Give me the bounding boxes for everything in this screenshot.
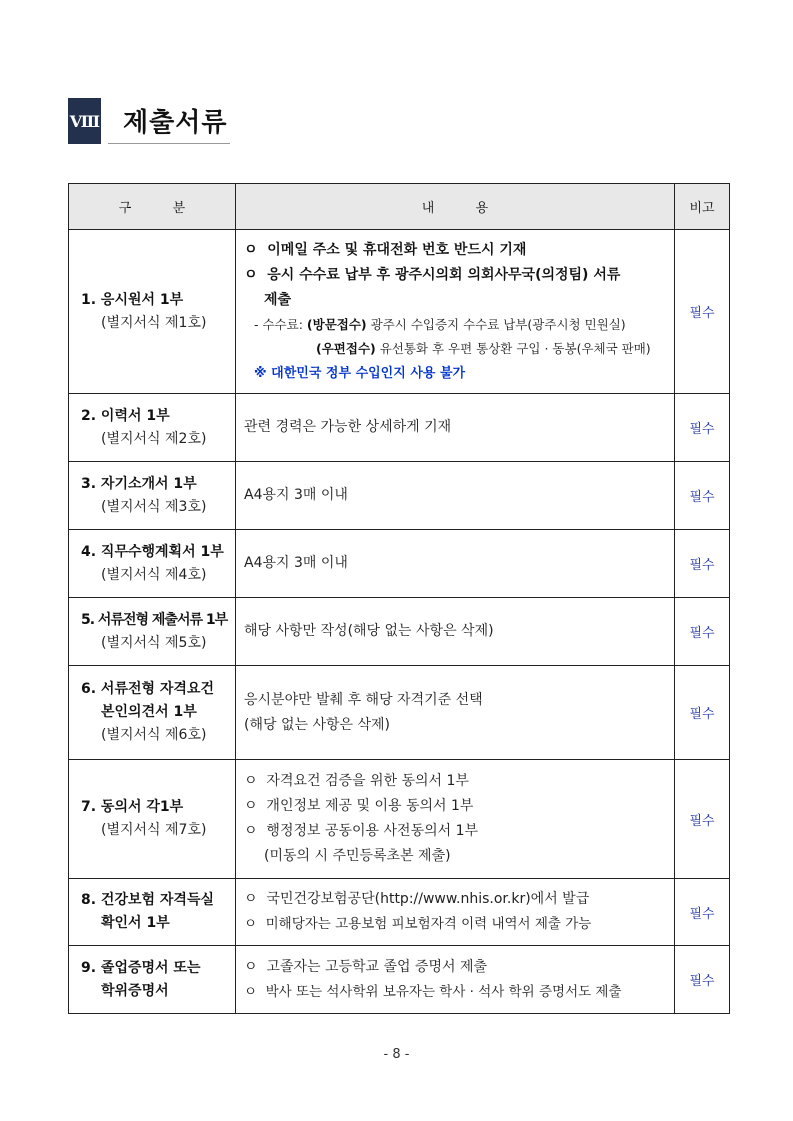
form-reference: (별지서식 제3호) <box>101 498 207 515</box>
row-category <box>69 666 236 760</box>
row-category <box>69 530 236 598</box>
row-content <box>236 946 675 1014</box>
header-content: 내 용 <box>236 184 675 230</box>
table-row <box>69 760 730 879</box>
content-line: ㅇ 고졸자는 고등학교 졸업 증명서 제출 <box>244 958 488 975</box>
document-name-continued: 확인서 1부 <box>101 915 170 931</box>
form-reference: (별지서식 제5호) <box>101 634 207 651</box>
table-row <box>69 879 730 946</box>
content-line: ㅇ 행정정보 공동이용 사전동의서 1부 <box>244 823 479 839</box>
row-note: 필수 <box>675 394 730 462</box>
title-underline <box>108 143 230 144</box>
section-title: 제출서류 <box>123 108 228 138</box>
table-header-row <box>69 184 730 230</box>
content-line: ㅇ 자격요건 검증을 위한 동의서 1부 <box>244 773 469 789</box>
form-reference: (별지서식 제1호) <box>101 314 207 331</box>
row-category <box>69 394 236 462</box>
row-category <box>69 760 236 879</box>
row-content <box>236 760 675 879</box>
row-category <box>69 879 236 946</box>
form-reference: (별지서식 제6호) <box>101 727 207 743</box>
document-name: 8. 건강보험 자격득실 <box>81 892 214 908</box>
content-line: ㅇ 국민건강보험공단(http://www.nhis.or.kr)에서 발급 <box>244 891 590 907</box>
content-line: 응시분야만 발췌 후 해당 자격기준 선택 <box>244 691 483 708</box>
page-number: - 8 - <box>383 1047 410 1062</box>
table-row <box>69 394 730 462</box>
row-content <box>236 230 675 394</box>
row-note: 필수 <box>675 879 730 946</box>
header-note: 비고 <box>675 184 730 230</box>
document-name-continued: 학위증명서 <box>101 982 169 999</box>
document-name: 2. 이력서 1부 <box>81 407 170 424</box>
document-name: 4. 직무수행계획서 1부 <box>81 543 224 560</box>
fee-visit-line <box>244 313 668 337</box>
document-name: 7. 동의서 각1부 <box>81 799 184 815</box>
row-content <box>236 598 675 666</box>
row-category <box>69 598 236 666</box>
table-row <box>69 598 730 666</box>
content-line: 해당 사항만 작성(해당 없는 사항은 삭제) <box>244 623 494 639</box>
content-line: ㅇ 개인정보 제공 및 이용 동의서 1부 <box>244 798 474 814</box>
content-line: 제출 <box>264 291 292 308</box>
form-reference: (별지서식 제7호) <box>101 822 207 838</box>
row-content <box>236 530 675 598</box>
row-content <box>236 666 675 760</box>
fee-label: - 수수료: <box>254 316 303 332</box>
form-reference: (별지서식 제2호) <box>101 430 207 447</box>
document-name: 3. 자기소개서 1부 <box>81 475 197 492</box>
row-note: 필수 <box>675 530 730 598</box>
row-note: 필수 <box>675 598 730 666</box>
document-name: 6. 서류전형 자격요건 <box>81 681 214 697</box>
content-line: 관련 경력은 가능한 상세하게 기재 <box>244 419 452 435</box>
row-note: 필수 <box>675 946 730 1014</box>
fee-visit-text: 광주시 수입증지 수수료 납부(광주시청 민원실) <box>366 316 626 332</box>
content-line: ㅇ 이메일 주소 및 휴대전화 번호 반드시 기재 <box>244 241 527 258</box>
document-name: 5. 서류전형 제출서류 1부 <box>81 611 228 628</box>
content-line: ㅇ 미해당자는 고용보험 피보험자격 이력 내역서 제출 가능 <box>244 916 592 932</box>
row-category <box>69 946 236 1014</box>
fee-visit-label: (방문접수) <box>306 316 367 332</box>
row-category <box>69 462 236 530</box>
fee-mail-label: (우편접수) <box>316 340 376 356</box>
form-reference: (별지서식 제4호) <box>101 566 207 583</box>
table-row <box>69 462 730 530</box>
row-category <box>69 230 236 394</box>
fee-mail-line <box>244 337 668 361</box>
fee-mail-text: 유선통화 후 우편 통상환 구입 · 동봉(우체국 판매) <box>375 340 651 356</box>
row-note: 필수 <box>675 462 730 530</box>
document-name: 9. 졸업증명서 또는 <box>81 959 201 976</box>
content-line: A4용지 3매 이내 <box>244 487 348 503</box>
row-note: 필수 <box>675 760 730 879</box>
table-row <box>69 530 730 598</box>
row-content <box>236 879 675 946</box>
content-line: ㅇ 응시 수수료 납부 후 광주시의회 의회사무국(의정팀) 서류 <box>244 266 621 283</box>
table-row <box>69 946 730 1014</box>
documents-table <box>68 183 730 1014</box>
warning-text: ※ 대한민국 정부 수입인지 사용 불가 <box>254 365 466 381</box>
header-category: 구 분 <box>69 184 236 230</box>
content-line: A4용지 3매 이내 <box>244 555 348 571</box>
row-content <box>236 462 675 530</box>
row-content <box>236 394 675 462</box>
document-name-continued: 본인의견서 1부 <box>101 704 197 720</box>
row-note: 필수 <box>675 666 730 760</box>
section-number-badge: Ⅷ <box>68 98 101 144</box>
table-row <box>69 230 730 394</box>
content-subline: (미동의 시 주민등록초본 제출) <box>264 848 451 864</box>
content-line: (해당 없는 사항은 삭제) <box>244 716 390 733</box>
content-line: ㅇ 박사 또는 석사학위 보유자는 학사 · 석사 학위 증명서도 제출 <box>244 983 622 1000</box>
table-row <box>69 666 730 760</box>
document-name: 1. 응시원서 1부 <box>81 291 184 308</box>
row-note: 필수 <box>675 230 730 394</box>
